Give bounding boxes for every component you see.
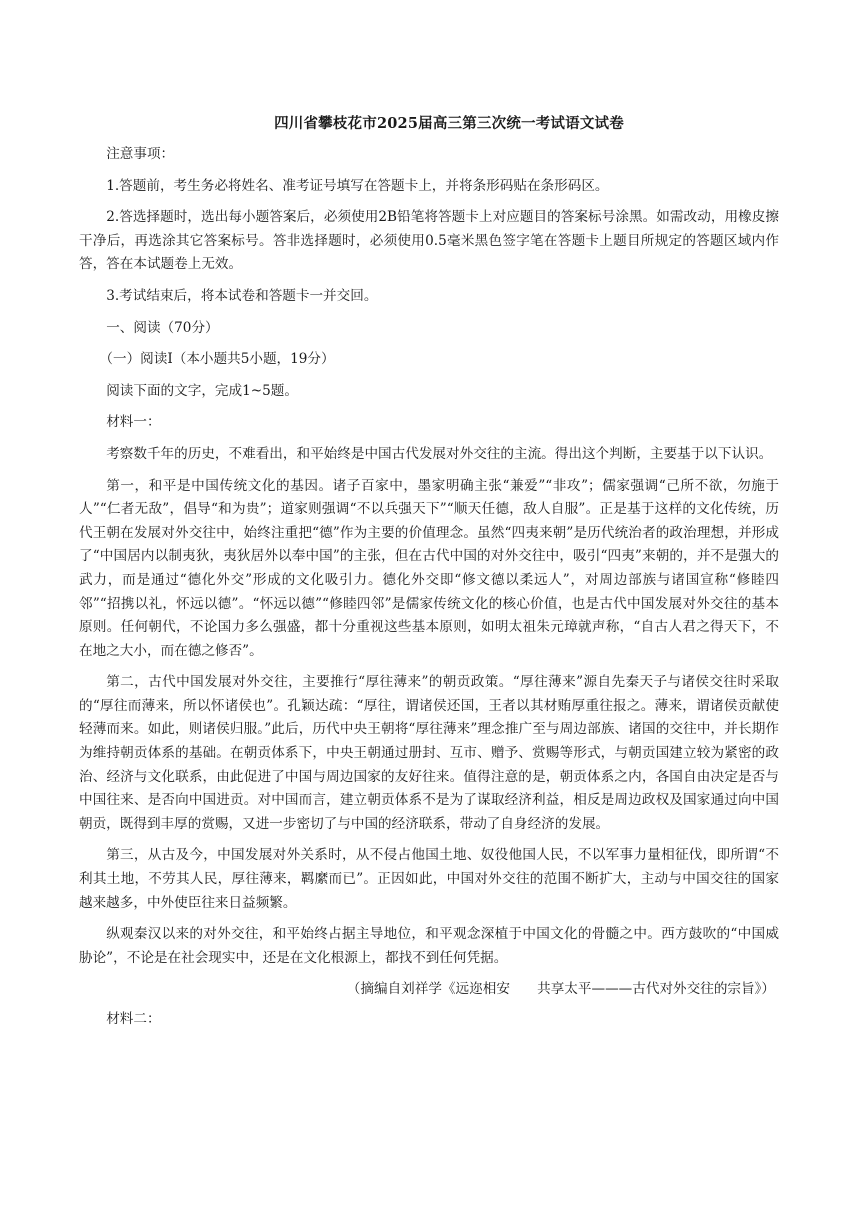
section-heading: 一、阅读（70分） — [106, 319, 219, 336]
subsection-heading: （一）阅读Ⅰ（本小题共5小题，19分） — [99, 351, 335, 368]
notice-item-2: 2.答选择题时，选出每小题答案后，必须使用2B铅笔将答题卡上对应题目的答案标号涂黑。如需改动，用橡皮擦干净后，再选涂其它答案标号。答非选择题时，必须使用0.5毫米黑色签字笔在答题卡上题目所规定的答题区域内作答，答在本试题卷上无效。 — [79, 209, 779, 273]
notice-heading: 注意事项： — [106, 146, 175, 162]
material-1-paragraph: 第一，和平是中国传统文化的基因。诸子百家中，墨家明确主张“兼爱”“非攻”；儒家强调“己所不欲，勿施于人”“仁者无敌”，倡导“和为贵”；道家则强调“不以兵强天下”“顺天任德，敌人自服”。正是基于这样的文化传统，历代王朝在发展对外交往中，始终注重把“德”作为主要的价值理念。虽然“四夷来朝”是历代统治者的政治理想，并形成了“中国居内以制夷狄，夷狄居外以奉中国”的主张，但在古代中国的对外交往中，吸引“四夷”来朝的，并不是强大的武力，而是通过“德化外交”形成的文化吸引力。德化外交即“修文德以柔远人”，对周边部族与诸国宣称“修睦四邻”“招携以礼，怀远以德”。“怀远以德”“修睦四邻”是儒家传统文化的核心价值，也是古代中国发展对外交往的基本原则。任何朝代，不论国力多么强盛，都十分重视这些基本原则，如明太祖朱元璋就声称，“自古人君之得天下，不在地之大小，而在德之修否”。 — [79, 477, 779, 659]
notice-item-1: 1.答题前，考生务必将姓名、准考证号填写在答题卡上，并将条形码贴在条形码区。 — [106, 177, 609, 194]
page-title: 四川省攀枝花市2025届高三第三次统一考试语文试卷 — [274, 115, 624, 132]
reading-instruction: 阅读下面的文字，完成1~5题。 — [106, 382, 298, 399]
material-1-source: （摘编自刘祥学《远迩相安 共享太平———古代对外交往的宗旨》） — [346, 981, 775, 998]
material-1-paragraph: 纵观秦汉以来的对外交往，和平始终占据主导地位，和平观念深植于中国文化的骨髓之中。西方鼓吹的“中国威胁论”，不论是在社会现实中，还是在文化根源上，都找不到任何凭据。 — [79, 926, 779, 966]
material-1-paragraph: 第二，古代中国发展对外交往，主要推行“厚往薄来”的朝贡政策。“厚往薄来”源自先秦天子与诸侯交往时采取的“厚往而薄来，所以怀诸侯也”。孔颖达疏：“厚往，谓诸侯还国，王者以其材贿厚重往报之。薄来，谓诸侯贡献使轻薄而来。如此，则诸侯归服。”此后，历代中央王朝将“厚往薄来”理念推广至与周边部族、诸国的交往中，并长期作为维持朝贡体系的基础。在朝贡体系下，中央王朝通过册封、互市、赠予、赏赐等形式，与朝贡国建立较为紧密的政治、经济与文化联系，由此促进了中国与周边国家的友好往来。值得注意的是，朝贡体系之内，各国自由决定是否与中国往来、是否向中国进贡。对中国而言，建立朝贡体系不是为了谋取经济利益，相反是周边政权及国家通过向中国朝贡，既得到丰厚的赏赐，又进一步密切了与中国的经济联系，带动了自身经济的发展。 — [79, 674, 779, 832]
exam-page — [79, 112, 779, 1040]
material-1-paragraph: 考察数千年的历史，不难看出，和平始终是中国古代发展对外交往的主流。得出这个判断，主要基于以下认识。 — [106, 445, 773, 462]
notice-item-3: 3.考试结束后，将本试卷和答题卡一并交回。 — [106, 287, 378, 304]
material-1-label: 材料一： — [106, 414, 161, 431]
material-2-label: 材料二： — [106, 1011, 161, 1027]
material-1-paragraph: 第三，从古及今，中国发展对外关系时，从不侵占他国土地、奴役他国人民，不以军事力量相征伐，即所谓“不利其土地，不劳其人民，厚往薄来，羁縻而已”。正因如此，中国对外交往的范围不断扩大，主动与中国交往的国家越来越多，中外使臣往来日益频繁。 — [79, 847, 779, 911]
